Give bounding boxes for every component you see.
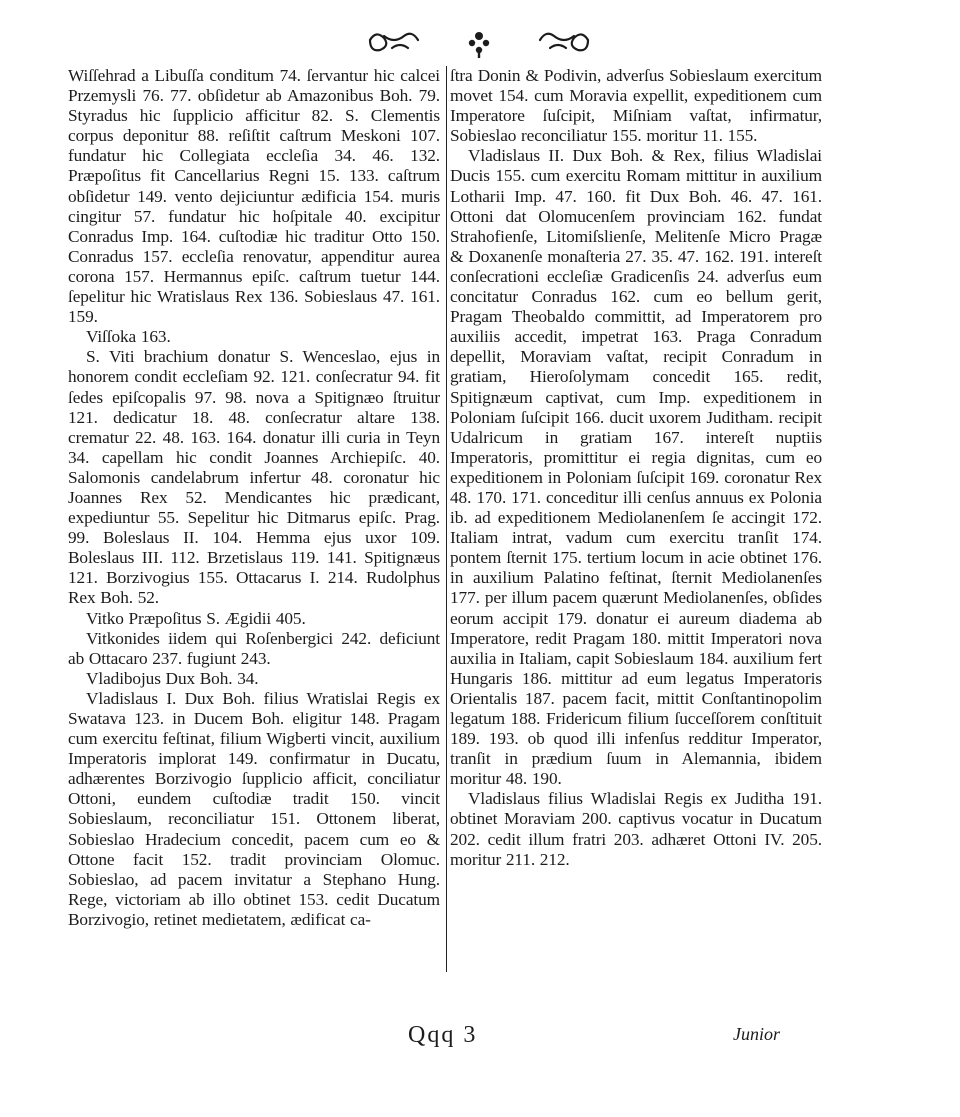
index-entry: S. Viti brachium donatur S. Wenceslao, ejus in honorem condit eccleſiam 92. 121. conſecratur 94. fit ſedes epiſcopalis 97. 98. nova a Spitignæo ſtruitur 121. dedicatur 18. 48. conſecratur altare 138. crematur 22. 48. 163. 164. donatur illi curia in Teyn 34. capellam hic condit Joannes Archiepiſc. 40. Salomonis candelabrum infertur 48. coronatur hic Joannes Rex 52. Mendicantes hic prædicant, expediuntur 55. Sepelitur hic Ditmarus epiſc. Prag. 99. Boleslaus II. 104. Hemma ejus uxor 109. Boleslaus III. 112. Brzetislaus 119. 141. Spitignæus 121. Borzivogius 155. Ottacarus I. 214. Rudolphus Rex Boh. 52. xyxy=(68,347,440,608)
column-divider xyxy=(446,66,447,972)
index-entry: Vladislaus II. Dux Boh. & Rex, filius Wladislai Ducis 155. cum exercitu Romam mittitur in auxilium Lotharii Imp. 47. 160. fit Dux Boh. 46. 47. 161. Ottoni dat Olomucenſem provinciam 162. fundat Strahofienſe, Litomiſslienſe, Melitenſe Micro Pragæ & Doxanenſe monaſteria 27. 35. 47. 162. 191. intereſt conſecrationi eccleſiæ Gradicenſis 24. adverſus eum concitatur Conradus 162. cum eo bellum gerit, Pragam Theobaldo committit, ad Imperatorem pro auxiliis accedit, impetrat 163. Praga Conradum depellit, Moraviam vaſtat, recipit Conradum in gratiam, Hieroſolymam concedit 165. redit, Spitignæum captivat, cum Imp. expeditionem in Poloniam ſuſcipit 166. ducit uxorem Juditham. recipit Udalricum in gratiam 167. intereſt nuptiis Imperatoris, promittitur ei regia dignitas, cum eo expeditionem in Poloniam ſuſcipit 169. coronatur Rex 48. 170. 171. conceditur illi cenſus annuus ex Polonia ib. ad expeditionem Mediolanenſem ſe accingit 172. Italiam intrat, vadum cum exercitu tranſit 174. pontem ſternit 175. tertium locum in acie obtinet 176. in auxilium Palatino feſtinat, ſternit Mediolanenſes 177. per illum pacem quærunt Mediolanenſes, obſides eorum accipit 179. donatur ei aureum diadema ab Imperatore, redit Pragam 180. mittit Imperatori nova auxilia in Italiam, capit Sobieslaum 184. auxilium fert Hungaris 186. mittitur ad eum legatus Imperatoris Orientalis 187. pacem facit, mittit Conſtantinopolim legatum 188. Fridericum filium ſucceſſorem conſtituit 189. 193. ob quod illi infenſus redditur Imperator, tranſit in prædium ſuum in Alemannia, ibidem moritur 48. 190. xyxy=(450,146,822,789)
right-column xyxy=(450,66,822,977)
index-entry: Vladibojus Dux Boh. 34. xyxy=(86,668,259,688)
index-entry: Vladislaus I. Dux Boh. filius Wratislai Regis ex Swatava 123. in Ducem Boh. eligitur 148. Pragam cum exercitu feſtinat, filium Wigberti vincit, auxilium Imperatoris implorat 149. confirmatur in Ducatu, adhærentes Borzivogio ſupplicio afficit, conciliatur Ottoni, eundem cuſtodiæ tradit 150. vincit Sobieslaum, reconciliatur 151. Ottonem liberat, Sobieslao Hradecium concedit, pacem cum eo & Ottone facit 152. tradit provinciam Olomuc. Sobieslao, ad pacem invitatur a Stephano Hung. Rege, victoriam ab illo obtinet 153. cedit Ducatum Borzivogio, retinet medietatem, ædificat ca- xyxy=(68,688,440,929)
index-entry: ſtra Donin & Podivin, adverſus Sobieslaum exercitum movet 154. cum Moravia expellit, expeditionem cum Imperatore ſuſcipit, Miſniam vaſtat, infirmatur, Sobieslao reconciliatur 155. moritur 11. 155. xyxy=(450,66,822,146)
signature-mark: Qqq 3 xyxy=(408,1022,478,1048)
index-entry: Wiſſehrad a Libuſſa conditum 74. ſervantur hic calcei Przemysli 76. 77. obſidetur ab Amazonibus Boh. 79. Styradus hic ſupplicio afficitur 82. S. Clementis corpus deponitur 88. reſiſtit caſtrum Meskoni 107. fundatur hic Collegiata eccleſia 34. 46. 132. Præpoſitus fit Cancellarius Regni 15. 133. caſtrum obſidetur 149. vento dejiciuntur ædificia 154. muris cingitur 57. fundatur hic hoſpitale 40. excipitur Conradus Imp. 164. cuſtodiæ hic traditur Otto 150. Conradus 157. eccleſia renovatur, appenditur aurea corona 157. Hermannus epiſc. caſtrum tuetur 144. ſepelitur hic Wratislaus Rex 136. Sobieslaus 47. 161. 159. xyxy=(68,66,440,327)
index-entry: Vitko Præpoſitus S. Ægidii 405. xyxy=(86,608,306,628)
catchword: Junior xyxy=(733,1024,780,1044)
page-footer xyxy=(0,1022,960,1054)
index-entry: Viſſoka 163. xyxy=(86,327,171,347)
index-entry: Vitkonides iidem qui Roſenbergici 242. deficiunt ab Ottacaro 237. fugiunt 243. xyxy=(68,628,440,668)
floral-vignette-icon xyxy=(0,26,960,62)
left-column xyxy=(68,66,440,977)
index-entry: Vladislaus filius Wladislai Regis ex Juditha 191. obtinet Moraviam 200. captivus vocatur in Ducatum 202. cedit illum fratri 203. adhæret Ottoni IV. 205. moritur 211. 212. xyxy=(450,789,822,869)
